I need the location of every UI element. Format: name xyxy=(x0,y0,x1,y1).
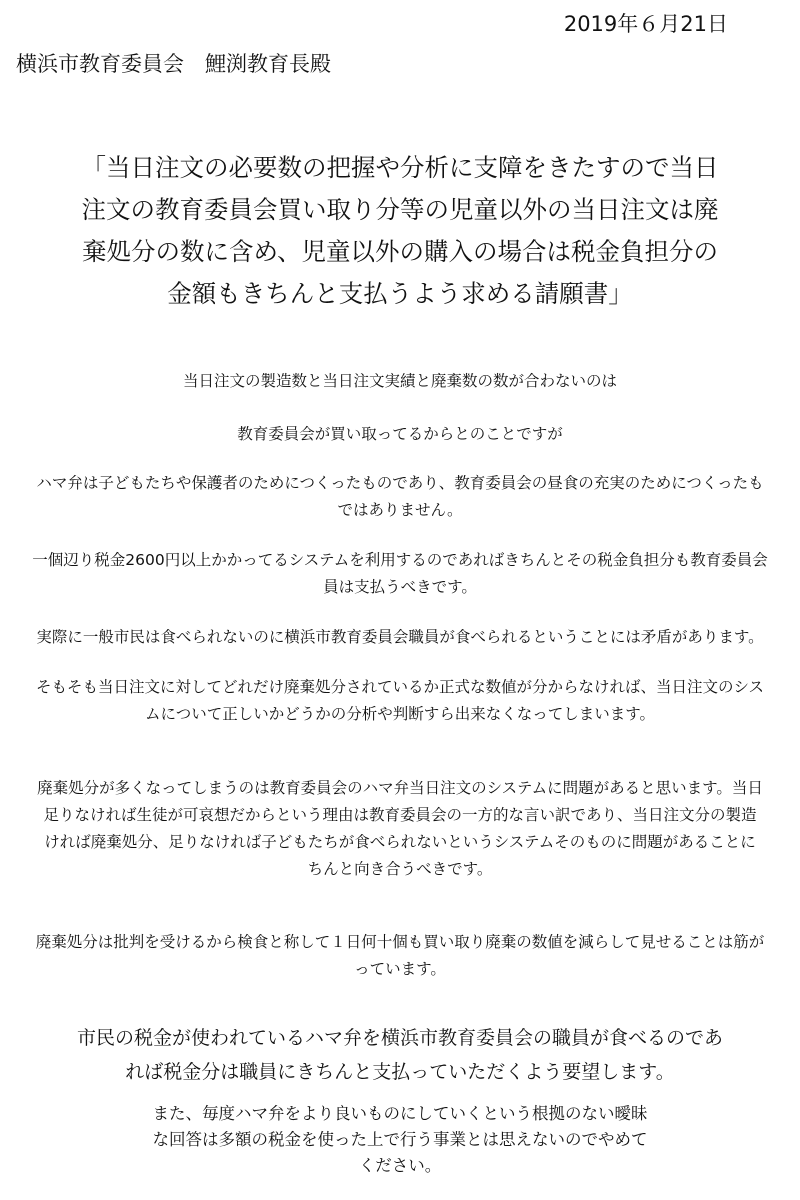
paragraph-line: な回答は多額の税金を使った上で行う事業とは思えないのでやめて xyxy=(152,1130,648,1149)
paragraph xyxy=(0,547,800,601)
paragraph-line: ければ廃棄処分、足りなければ子どもたちが食べられないというシステムそのものに問題があることに xyxy=(44,833,756,851)
paragraph-line: 教育委員会が買い取ってるからとのことですが xyxy=(237,425,563,443)
paragraph xyxy=(0,929,800,983)
paragraph xyxy=(0,775,800,883)
paragraph-line: また、毎度ハマ弁をより良いものにしていくという根拠のない曖昧 xyxy=(152,1104,648,1123)
addressee: 横浜市教育委員会 鯉渕教育長殿 xyxy=(16,52,331,76)
title-line: 棄処分の数に含め、児童以外の購入の場合は税金負担分の xyxy=(81,237,719,266)
paragraph-line: 実際に一般市民は食べられないのに横浜市教育委員会職員が食べられるということには矛盾があります。 xyxy=(36,628,764,646)
paragraph-line: ではありません。 xyxy=(337,501,463,519)
paragraph-line: 廃棄処分が多くなってしまうのは教育委員会のハマ弁当日注文のシステムに問題があると思います。当日 xyxy=(37,779,763,797)
paragraph-line: れば税金分は職員にきちんと支払っていただくよう要望します。 xyxy=(125,1061,675,1083)
paragraph xyxy=(0,674,800,728)
petition-title xyxy=(0,147,800,315)
paragraph-line: そもそも当日注文に対してどれだけ廃棄処分されているか正式な数値が分からなければ、当日注文のシス xyxy=(35,678,765,696)
paragraph-line: ハマ弁は子どもたちや保護者のためにつくったものであり、教育委員会の昼食の充実のためにつくったも xyxy=(36,474,764,492)
paragraph-line: ください。 xyxy=(358,1156,442,1175)
paragraph xyxy=(0,368,800,395)
paragraph-line: 廃棄処分は批判を受けるから検食と称して１日何十個も買い取り廃棄の数値を減らして見せることは筋が xyxy=(35,933,765,951)
title-line: 金額もきちんと支払うよう求める請願書」 xyxy=(167,279,633,308)
date: 2019年６月21日 xyxy=(563,12,728,36)
paragraph xyxy=(0,470,800,524)
paragraph-line: ちんと向き合うべきです。 xyxy=(307,860,493,878)
paragraph-line: 足りなければ生徒が可哀想だからという理由は教育委員会の一方的な言い訳であり、当日注文分の製造 xyxy=(43,806,757,824)
paragraph xyxy=(0,1101,800,1179)
title-line: 「当日注文の必要数の把握や分析に支障をきたすので当日 xyxy=(81,153,719,182)
paragraph xyxy=(0,624,800,651)
paragraph xyxy=(0,421,800,448)
paragraph-line: 員は支払うべきです。 xyxy=(323,578,477,596)
paragraph-line: ムについて正しいかどうかの分析や判断すら出来なくなってしまいます。 xyxy=(145,705,655,723)
paragraph-line: 一個辺り税金2600円以上かかってるシステムを利用するのであればきちんとその税金負担分も教育委員会 xyxy=(32,551,768,569)
paragraph xyxy=(0,1021,800,1089)
title-line: 注文の教育委員会買い取り分等の児童以外の当日注文は廃 xyxy=(81,195,719,224)
paragraph-line: っています。 xyxy=(354,960,446,978)
paragraph-line: 市民の税金が使われているハマ弁を横浜市教育委員会の職員が食べるのであ xyxy=(76,1027,723,1049)
paragraph-line: 当日注文の製造数と当日注文実績と廃棄数の数が合わないのは xyxy=(182,372,617,390)
